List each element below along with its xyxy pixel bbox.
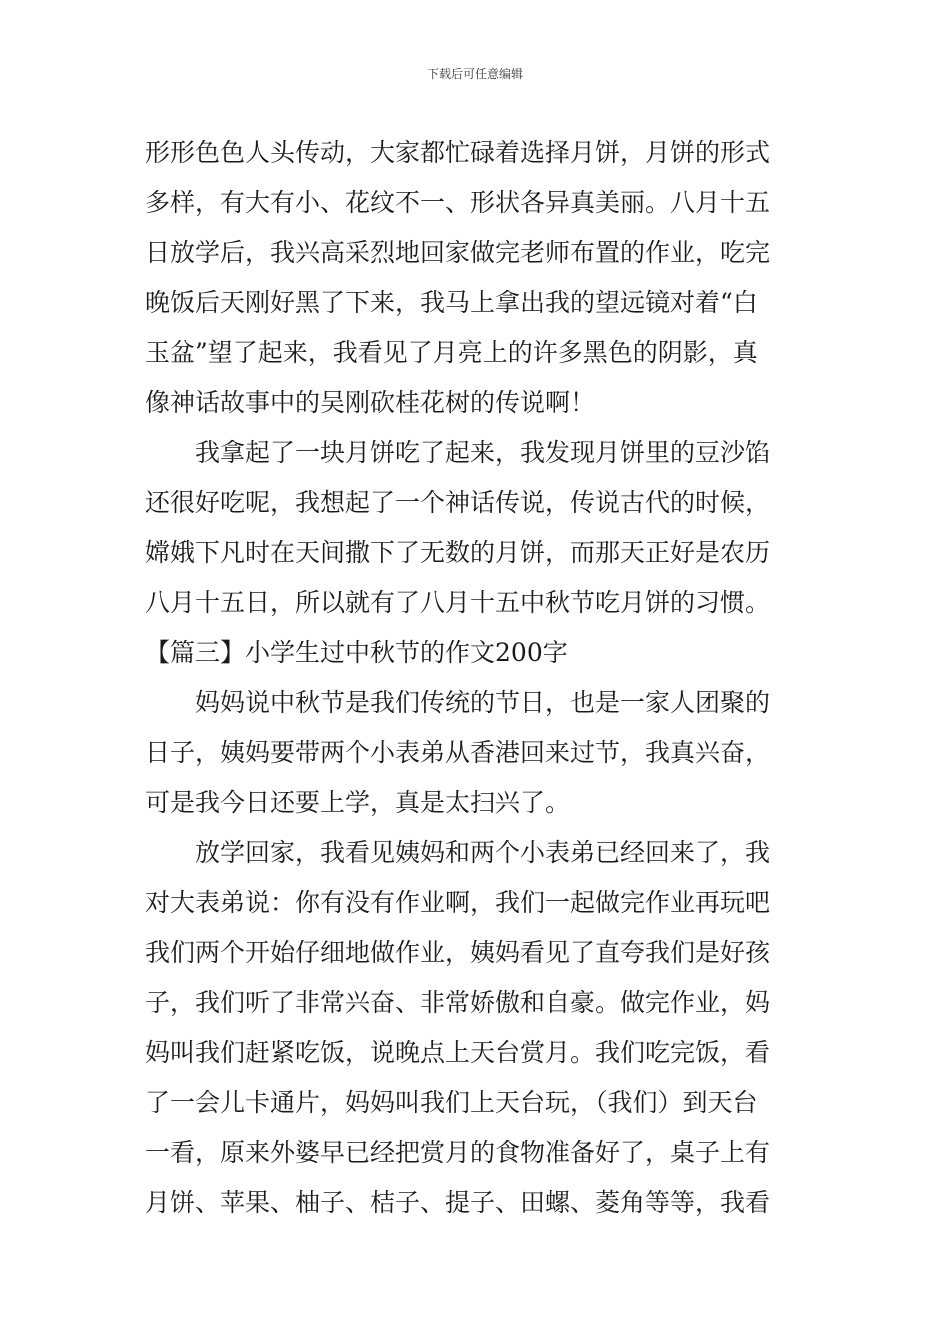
text-line: 嫦娥下凡时在天间撒下了无数的月饼，而那天正好是农历 [145,538,771,567]
text-line: 了一会儿卡通片，妈妈叫我们上天台玩，（我们）到天台 [145,1088,758,1117]
text-line: 八月十五日，所以就有了八月十五中秋节吃月饼的习惯。 [145,588,771,617]
text-line: 我拿起了一块月饼吃了起来，我发现月饼里的豆沙馅 [145,438,771,467]
text-line: 子，我们听了非常兴奋、非常娇傲和自豪。做完作业，妈 [145,988,771,1017]
text-line: 放学回家，我看见姨妈和两个小表弟已经回来了，我 [145,838,771,867]
text-line: 日放学后，我兴高采烈地回家做完老师布置的作业，吃完 [145,238,771,267]
page-header: 下载后可任意编辑 [426,67,523,81]
text-line: 形形色色人头传动，大家都忙碌着选择月饼，月饼的形式 [145,138,771,167]
text-line: 一看，原来外婆早已经把赏月的食物准备好了，桌子上有 [145,1138,771,1167]
text-line: 晚饭后天刚好黑了下来，我马上拿出我的望远镜对着“白 [145,288,758,317]
text-line: 还很好吃呢，我想起了一个神话传说，传说古代的时候， [145,488,771,517]
body-text [145,128,810,1228]
text-line: 妈妈说中秋节是我们传统的节日，也是一家人团聚的 [145,688,771,717]
text-line: 我们两个开始仔细地做作业，姨妈看见了直夸我们是好孩 [145,938,771,967]
text-line: 像神话故事中的吴刚砍桂花树的传说啊！ [145,388,596,417]
text-line: 可是我今日还要上学，真是太扫兴了。 [145,788,571,817]
text-line: 玉盆”望了起来，我看见了月亮上的许多黑色的阴影，真 [145,338,758,367]
text-line: 妈叫我们赶紧吃饭，说晚点上天台赏月。我们吃完饭，看 [145,1038,771,1067]
section-heading: 【篇三】小学生过中秋节的作文200字 [145,638,568,667]
text-line: 多样，有大有小、花纹不一、形状各异真美丽。八月十五 [145,188,771,217]
text-line: 对大表弟说：你有没有作业啊，我们一起做完作业再玩吧 [145,888,771,917]
text-line: 日子，姨妈要带两个小表弟从香港回来过节，我真兴奋， [145,738,771,767]
text-line: 月饼、苹果、柚子、桔子、提子、田螺、菱角等等，我看 [145,1188,771,1217]
